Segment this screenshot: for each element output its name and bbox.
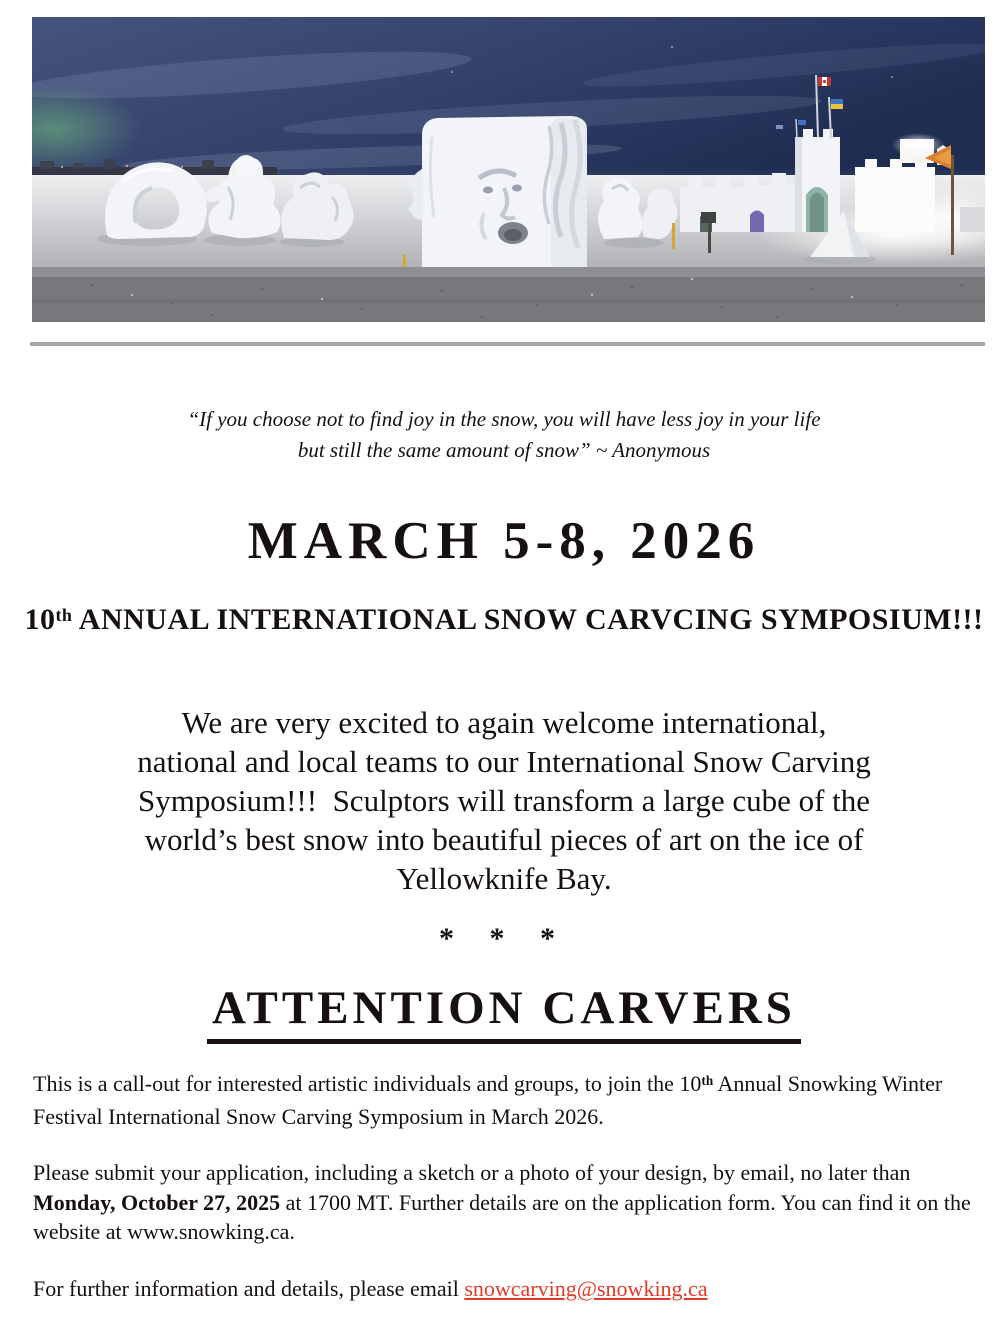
attention-heading [0,981,1008,1044]
intro-paragraph [0,703,1008,898]
submission-text: Please submit your application, including a sketch or a photo of your design, by email, no later than [33,1160,911,1185]
date-heading: MARCH 5-8, 2026 [247,512,761,570]
subheading-number: 10 [24,603,56,636]
event-subheading [0,599,1008,644]
intro-line: We are very excited to again welcome international, [181,705,827,740]
callout-paragraph [33,1069,979,1131]
intro-line: national and local teams to our International Snow Carving [137,744,871,779]
horizontal-divider [30,342,985,346]
quote-line-1: “If you choose not to find joy in the snow, you will have less joy in your life [187,407,821,431]
submission-text-rest: at 1700 MT. Further details are on the application form. You can find it on the website at www.snowking.ca. [33,1189,971,1244]
intro-line: Symposium!!! Sculptors will transform a large cube of the [137,783,871,818]
callout-text: This is a call-out for interested artistic individuals and groups, to join the 10 [33,1071,702,1096]
subheading-rest: ANNUAL INTERNATIONAL SNOW CARVCING SYMPOSIUM!!! [72,603,984,636]
callout-ordinal: th [701,1073,714,1089]
quote-line-2: but still the same amount of snow” ~ Anonymous [297,438,711,462]
submission-paragraph [33,1158,979,1247]
deadline-date: Monday, October 27, 2025 [33,1189,281,1215]
attention-heading-text: ATTENTION CARVERS [207,981,801,1044]
banner-photo-art [32,17,985,322]
contact-paragraph [33,1274,979,1304]
intro-line: world’s best snow into beautiful pieces of art on the ice of [144,822,864,857]
subheading-ordinal: th [55,605,73,626]
intro-line: Yellowknife Bay. [396,861,612,896]
star-separator: * * * [439,922,569,955]
contact-text: For further information and details, please email [33,1276,465,1301]
callout-text-rest: Annual Snowking Winter Festival International Snow Carving Symposium in March 2026. [33,1071,943,1129]
quote [0,404,1008,466]
banner-photo [32,17,985,322]
email-link[interactable]: snowcarving@snowking.ca [464,1276,708,1301]
